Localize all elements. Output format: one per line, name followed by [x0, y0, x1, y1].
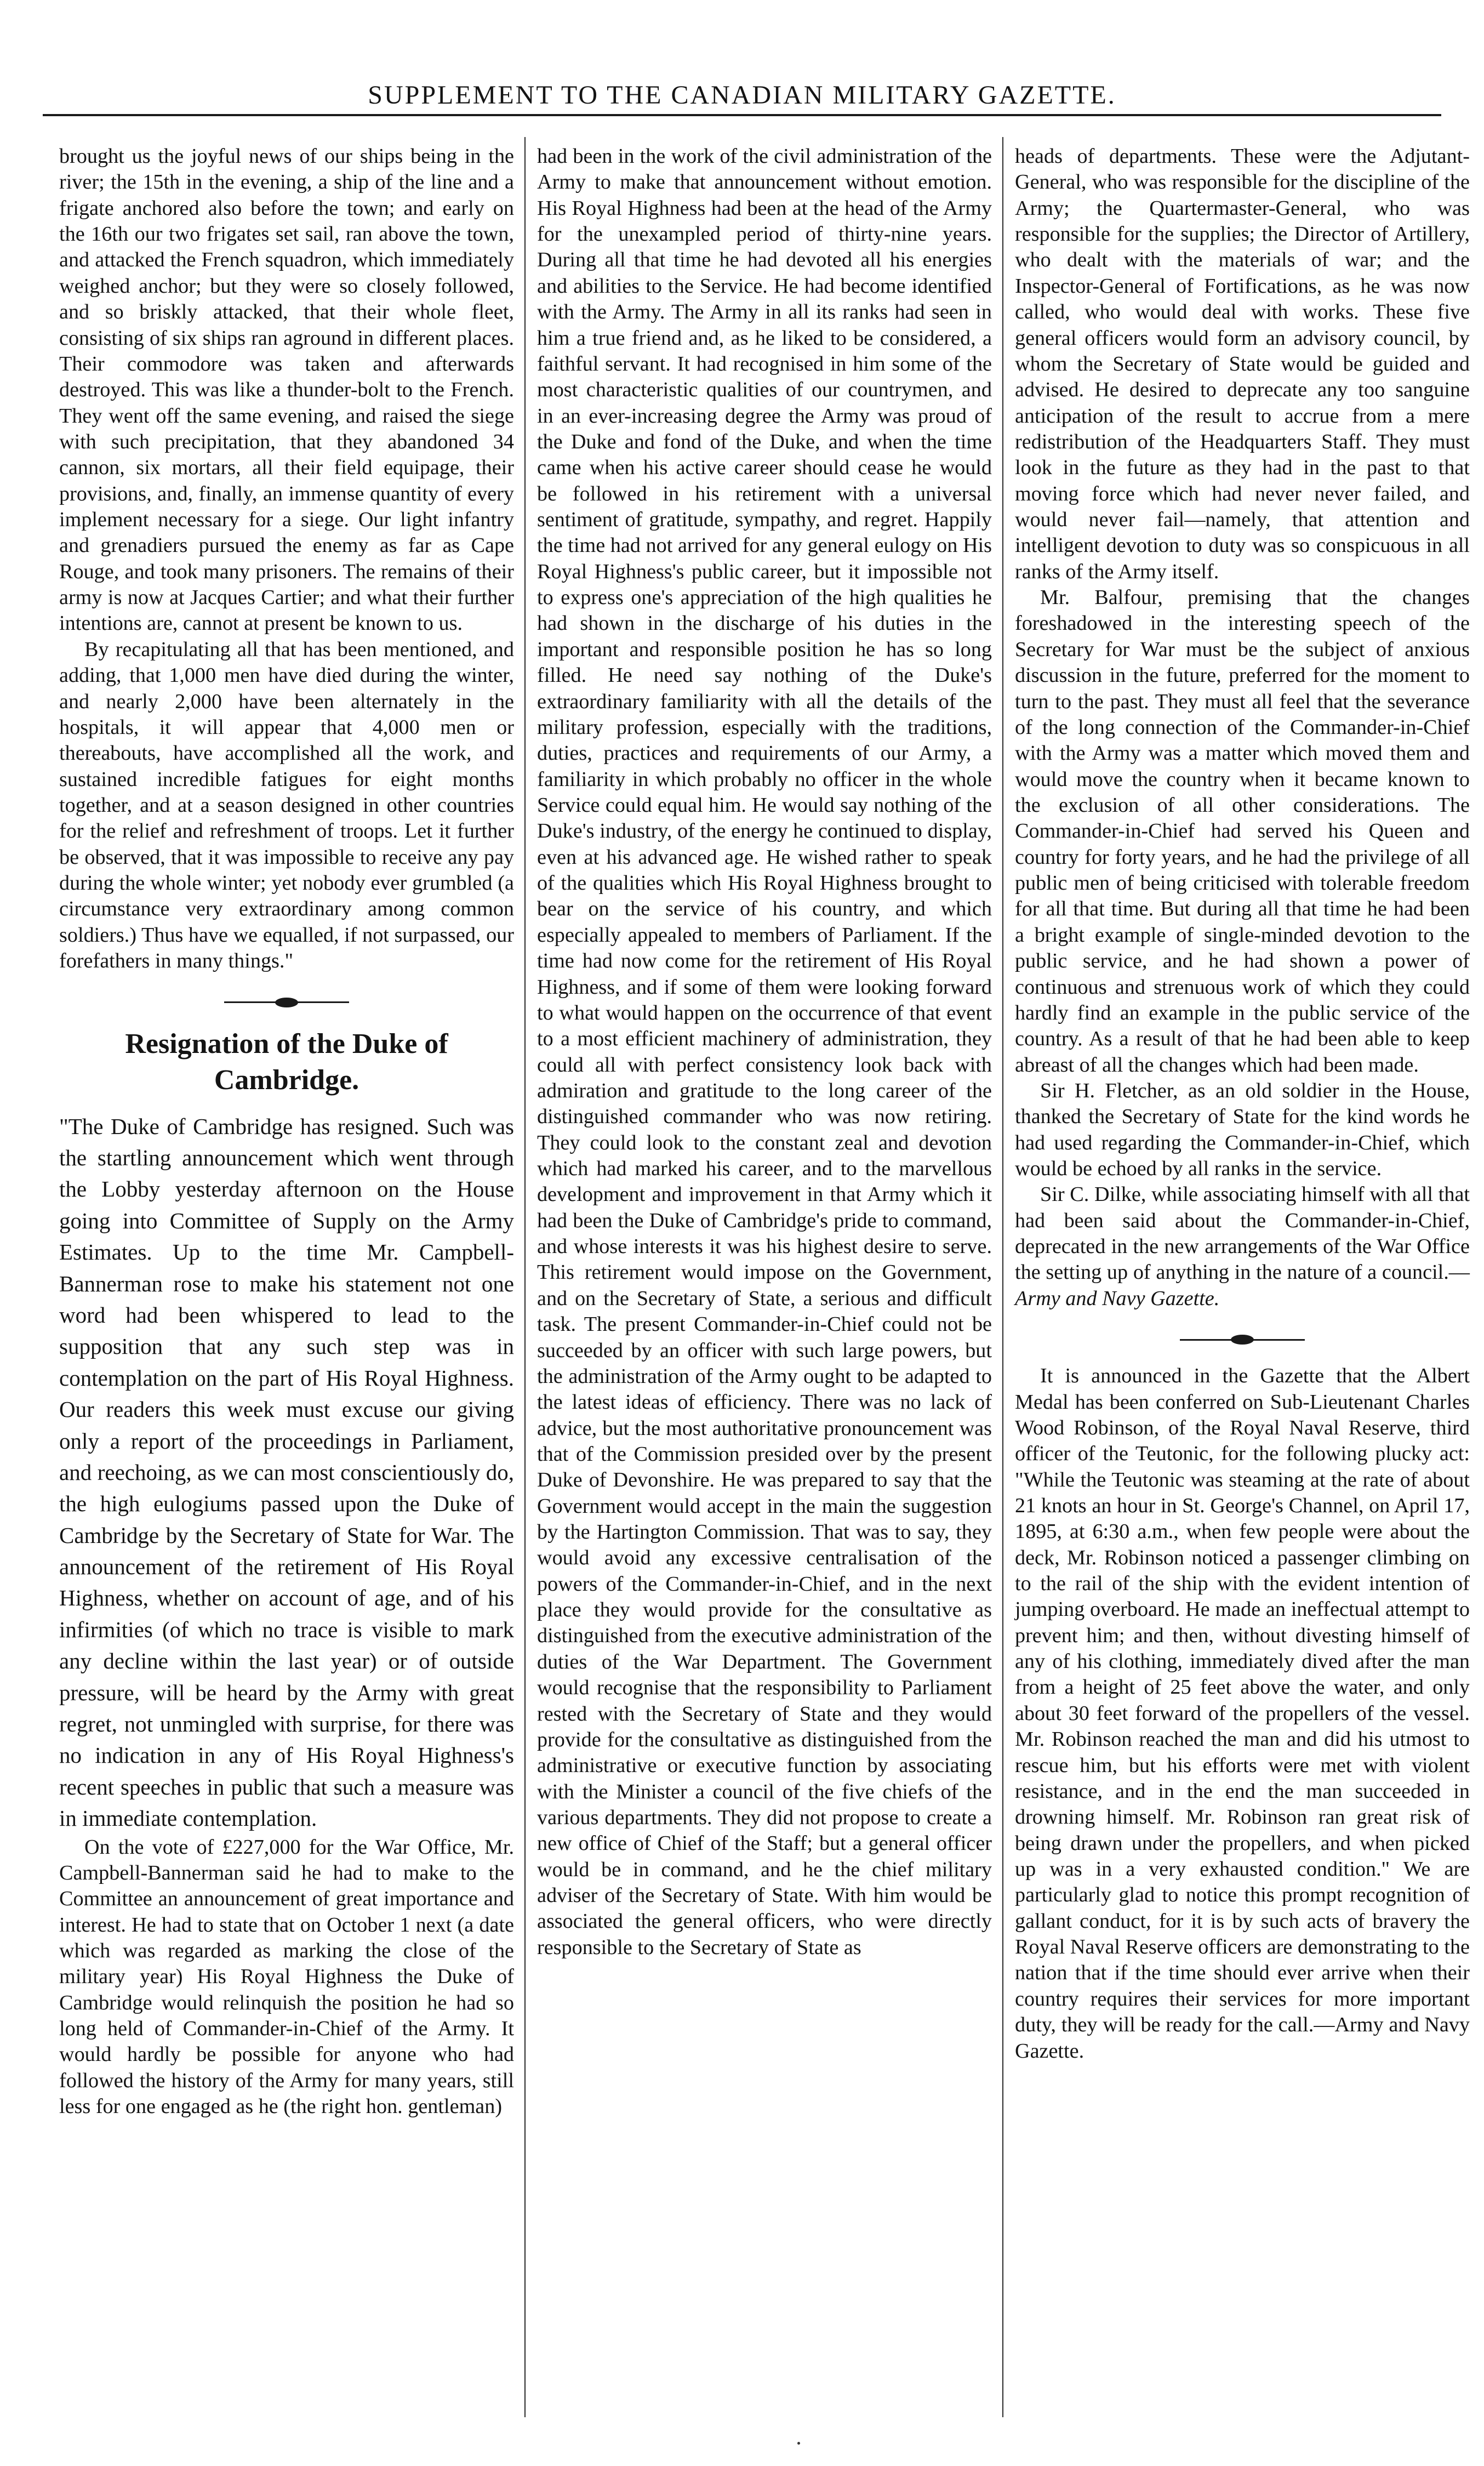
section-ornament: [59, 993, 514, 1012]
paragraph-fletcher: Sir H. Fletcher, as an old soldier in the House, thanked the Secretary of State for the kind words he had used regarding the Commander-in-Chief, which would be echoed by all ranks in the service.: [1015, 1079, 1470, 1181]
dilke-text: Sir C. Dilke, while associating himself with all that had been said about the Commander-in-Chief, deprecated in the new arrangements of the War Office the setting up of anything in the nature of a council.—: [1015, 1183, 1470, 1284]
column-rule-right: [1002, 137, 1003, 2417]
paragraph-heads-of-departments: heads of departments. These were the Adjutant-General, who was responsible for the discipline of the Army; the Quartermaster-General, who was responsible for the supplies; the Director of Artillery, who dealt with the materials of war; and the Inspector-General of Fortifications, as he was now called, who would deal with works. These five general officers would form an advisory council, by whom the Secretary of State would be guided and advised. He desired to deprecate any too sanguine anticipation of the result to accrue from a mere redistribution of the Headquarters Staff. They must look in the future as they had in the past to that moving force which had never never failed, and would never fail—namely, that attention and intelligent devotion to duty was so conspicuous in all ranks of the Army itself.: [1015, 145, 1470, 583]
paragraph-campbell-bannerman: had been in the work of the civil administration of the Army to make that announcement without emotion. His Royal Highness had been at the head of the Army for the unexampled period of thirty-nine years. During all that time he had devoted all his energies and abilities to the Service. He had become identified with the Army. The Army in all its ranks had seen in him a true friend and, as he liked to be considered, a faithful servant. It had recognised in him some of the most characteristic qualities of our countrymen, and in an ever-increasing degree the Army was proud of the Duke and fond of the Duke, and when the time came when his active career should cease he would be followed in his retirement with a universal sentiment of gratitude, sympathy, and regret. Happily the time had not arrived for any general eulogy on His Royal Highness's public career, but it impossible not to express one's appreciation of the high qualities he had shown in the discharge of his duties in the important and responsible position he has so long filled. He need say nothing of the Duke's extraordinary familiarity with all the details of the military profession, especially with the traditions, duties, practices and requirements of our Army, a familiarity in which probably no officer in the whole Service could equal him. He would say nothing of the Duke's industry, of the energy he continued to display, even at his advanced age. He wished rather to speak of the qualities which His Royal Highness brought to bear on the service of his country, and which especially appealed to members of Parliament. If the time had now come for the retirement of His Royal Highness, and if some of them were looking forward to what would happen on the occurrence of that event to a most efficient machinery of administration, they could all with perfect consistency look back with admiration and gratitude to the long career of the distinguished commander who was now retiring. They could look to the constant zeal and devotion which had marked his career, and to the marvellous development and improvement in that Army which it had been the Duke of Cambridge's pride to command, and whose interests it was his highest desire to serve. This retirement would impose on the Government, and on the Secretary of State, a serious and difficult task. The present Commander-in-Chief could not be succeeded by an officer with such large powers, but the administration of the Army ought to be adapted to the latest ideas of efficiency. There was no lack of advice, but the most authoritative pronouncement was that of the Commission presided over by the present Duke of Devonshire. He was prepared to say that the Government would accept in the main the suggestion by the Hartington Commission. That was to say, they would avoid any excessive centralisation of the powers of the Commander-in-Chief, and in the next place they would provide for the consultative as distinguished from the executive administration of the duties of the War Department. The Government would recognise that the responsibility to Parliament rested with the Secretary of State and they would provide for the consultative as distinguished from the administrative or executive function by associating with the Minister a council of the five chiefs of the various departments. They did not propose to create a new office of Chief of the Staff; but a general officer would be in command, and he the chief military adviser of the Secretary of State. With him would be associated the general officers, who were directly responsible to the Secretary of State as: [537, 145, 992, 1959]
paragraph-resignation-intro: "The Duke of Cambridge has resigned. Such was the startling announcement which went through the Lobby yesterday afternoon on the House going into Committee of Supply on the Army Estimates. Up to the time Mr. Campbell-Bannerman rose to make his statement not one word had been whispered to lead to the supposition that any such step was in contemplation on the part of His Royal Highness. Our readers this week must excuse our giving only a report of the proceedings in Parliament, and reechoing, as we can most conscientiously do, the high eulogiums passed upon the Duke of Cambridge by the Secretary of State for War. The announcement of the retirement of His Royal Highness, whether on account of age, and of his infirmities (of which no trace is visible to mark any decline within the last year) or of outside pressure, will be heard by the Army with great regret, not unmingled with surprise, for there was no indication in any of His Royal Highness's recent speeches in public that such a measure was in immediate contemplation.: [59, 1113, 514, 1831]
paragraph-siege-report: brought us the joyful news of our ships being in the river; the 15th in the evening, a ship of the line and a frigate anchored also before the town; and early on the 16th our two frigates set sail, ran above the town, and attacked the French squadron, which immediately weighed anchor; but they were so closely followed, and so briskly attacked, that their whole fleet, consisting of six ships ran aground in different places. Their commodore was taken and afterwards destroyed. This was like a thunder-bolt to the French. They went off the same evening, and raised the siege with such precipitation, that they abandoned 34 cannon, six mortars, all their field equipage, their provisions, and, finally, an immense quantity of every implement necessary for a siege. Our light infantry and grenadiers pursued the enemy as far as Cape Rouge, and took many prisoners. The remains of their army is now at Jacques Cartier; and what their further intentions are, cannot at present be known to us.: [59, 145, 514, 635]
paragraph-recapitulation: By recapitulating all that has been mentioned, and adding, that 1,000 men have died during the winter, and nearly 2,000 have been alternately in the hospitals, it will appear that 4,000 men or thereabouts, have accomplished all the work, and sustained incredible fatigues for eight months together, and at a season designed in other countries for the relief and refreshment of troops. Let it further be observed, that it was impossible to receive any pay during the whole winter; yet nobody ever grumbled (a circumstance very extraordinary among common soldiers.) Thus have we equalled, if not surpassed, our forefathers in many things.": [59, 637, 514, 973]
paragraph-war-office-vote: On the vote of £227,000 for the War Office, Mr. Campbell-Bannerman said he had to make to the Committee an announcement of great importance and interest. He had to state that on October 1 next (a date which was regarded as marking the close of the military year) His Royal Highness the Duke of Cambridge would relinquish the position he had so long held of Commander-in-Chief of the Army. It would hardly be possible for anyone who had followed the history of the Army for many years, still less for one engaged as he (the right hon. gentleman): [59, 1835, 514, 2118]
paragraph-dilke: [1015, 1182, 1470, 1312]
section-ornament-right: [1015, 1330, 1470, 1349]
page-mark: [797, 2442, 800, 2445]
paragraph-albert-medal: It is announced in the Gazette that the Albert Medal has been conferred on Sub-Lieutenant Charles Wood Robinson, of the Royal Naval Reserve, third officer of the Teutonic, for the following plucky act: "While the Teutonic was steaming at the rate of about 21 knots an hour in St. George's Channel, on April 17, 1895, at 6:30 a.m., when few people were about the deck, Mr. Robinson noticed a passenger climbing on to the rail of the ship with the evident intention of jumping overboard. He made an ineffectual attempt to prevent him; and then, without divesting himself of any of his clothing, immediately dived after the man from a height of 25 feet above the water, and only about 30 feet forward of the propellers of the vessel. Mr. Robinson reached the man and did his utmost to rescue him, but his efforts were met with violent resistance, and in the end the man succeeded in drowning himself. Mr. Robinson ran great risk of being drawn under the propellers, and when picked up was in a very exhausted condition." We are particularly glad to notice this prompt recognition of gallant conduct, for it is by such acts of bravery the Royal Naval Reserve officers are demonstrating to the nation that if the time should ever arrive when their country requires their services for more important duty, they will be ready for the call.—Army and Navy Gazette.: [1015, 1364, 1470, 2063]
paragraph-balfour: Mr. Balfour, premising that the changes foreshadowed in the interesting speech of the Secretary for War must be the subject of anxious discussion in the future, preferred for the moment to turn to the past. They must all feel that the severance of the long connection of the Commander-in-Chief with the Army was a matter which moved them and would move the country when it became known to the exclusion of all other considerations. The Commander-in-Chief had served his Queen and country for forty years, and he had the privilege of all public men of being criticised with tolerable freedom for all that time. But during all that time he had been a bright example of single-minded devotion to the public service, and he had shown a power of continuous and strenuous work of which they could hardly find an example in the public service of the country. As a result of that he had been able to keep abreast of all the changes which had been made.: [1015, 586, 1470, 1077]
masthead: [43, 12, 1441, 116]
article-headline: Resignation of the Duke of Cambridge.: [125, 1028, 448, 1096]
column-middle: [537, 144, 992, 2407]
column-left: [59, 144, 514, 2407]
column-right: [1015, 144, 1470, 2407]
dilke-citation: Army and Navy Gazette.: [1015, 1286, 1220, 1310]
column-rule-left: [524, 137, 526, 2417]
page-title: SUPPLEMENT TO THE CANADIAN MILITARY GAZETTE.: [368, 81, 1116, 110]
